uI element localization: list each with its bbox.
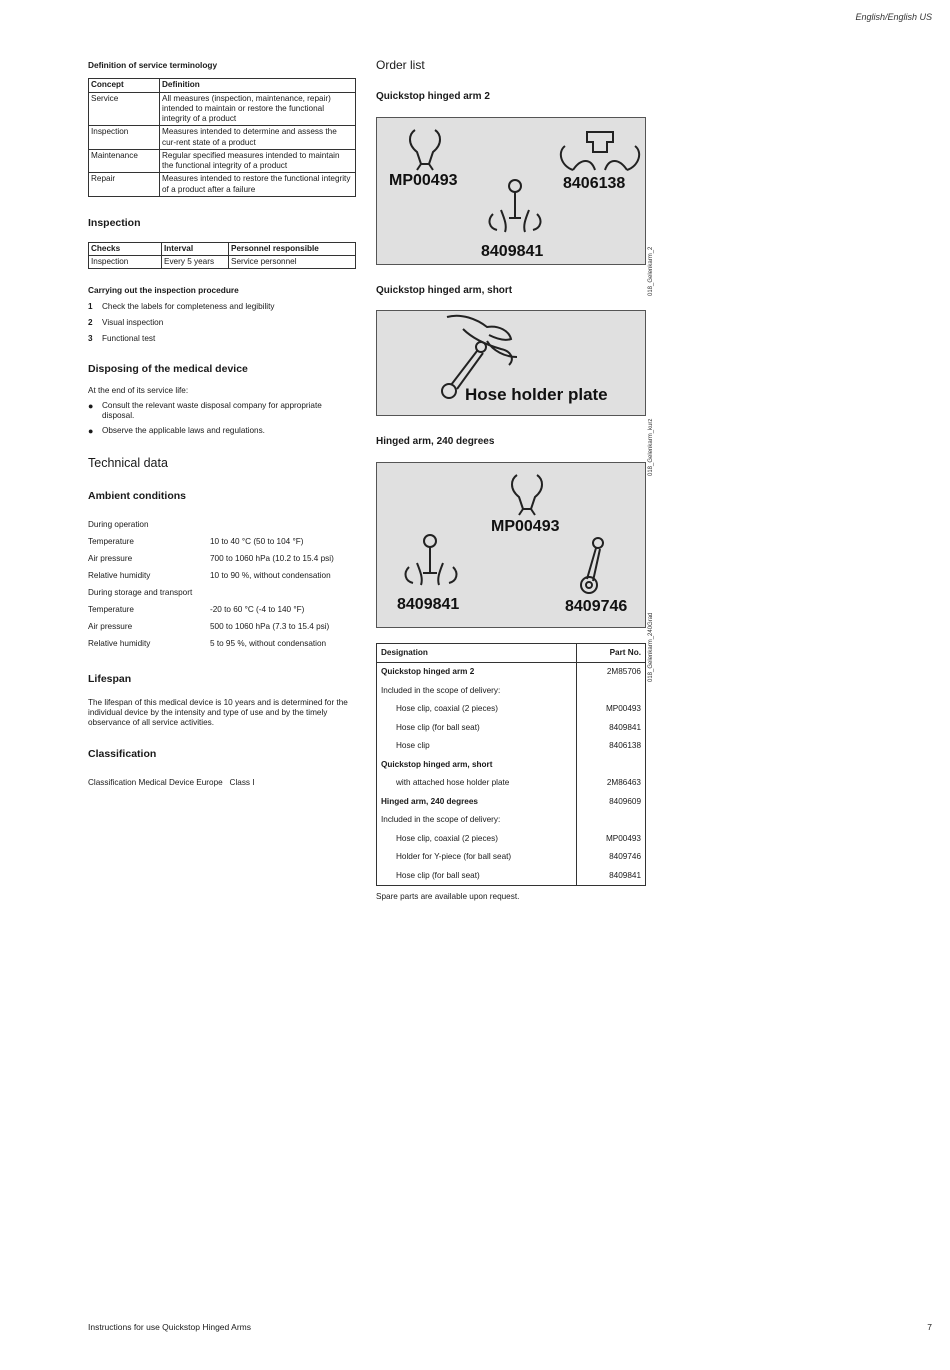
operation-label-text: During operation	[88, 520, 149, 530]
personnel-cell: Service personnel	[229, 256, 356, 269]
storage-label	[88, 588, 356, 605]
hinged-arm-short-figure	[376, 310, 646, 416]
part-code-label: 8409841	[397, 595, 460, 613]
lifespan-heading: Lifespan	[88, 673, 132, 686]
interval-cell: Every 5 years	[162, 256, 229, 269]
fig1-side-label: 018_Gelenkarm_2	[648, 246, 654, 296]
table-row	[377, 756, 645, 775]
step-text: Check the labels for completeness and legibility	[102, 301, 275, 311]
designation-cell: Quickstop hinged arm, short	[381, 759, 493, 769]
inspection-table	[88, 242, 356, 270]
concept-cell: Maintenance	[89, 149, 160, 173]
lifespan-text: The lifespan of this medical device is 10 years and is determined for the individual device by the intensity and type of use and by the timely observance of all service activities.	[88, 697, 348, 728]
definition-cell: Measures intended to restore the functional integrity of a product after a failure	[160, 173, 356, 197]
part-no-cell: 8409841	[577, 719, 646, 738]
list-item	[88, 426, 356, 436]
part-no-header: Part No.	[577, 644, 646, 663]
table-row	[377, 830, 645, 849]
part-code-label: 8409841	[481, 242, 544, 260]
condition-value: 5 to 95 %, without condensation	[210, 639, 327, 649]
part-no-cell: 2M85706	[577, 663, 646, 682]
designation-cell: Included in the scope of delivery:	[381, 815, 501, 825]
part-no-cell: MP00493	[577, 700, 646, 719]
designation-cell: Hinged arm, 240 degrees	[381, 796, 478, 806]
table-row	[88, 622, 356, 639]
designation-cell: Hose clip, coaxial (2 pieces)	[396, 704, 498, 714]
definition-header: Definition	[160, 79, 356, 92]
table-row	[89, 92, 356, 126]
storage-label-text: During storage and transport	[88, 588, 193, 598]
procedure-steps	[88, 302, 356, 345]
parts-table	[377, 644, 645, 886]
list-item	[88, 302, 356, 312]
definition-cell: All measures (inspection, maintenance, repair) intended to maintain or restore the functional integrity of a product	[160, 92, 356, 126]
left-column	[88, 60, 356, 789]
part-code-label: MP00493	[491, 517, 560, 535]
condition-name: Relative humidity	[88, 571, 151, 581]
technical-data-heading: Technical data	[88, 455, 168, 470]
order-list-heading: Order list	[376, 58, 425, 72]
table-row	[377, 867, 645, 886]
table-row	[377, 700, 645, 719]
table-row	[89, 256, 356, 269]
designation-cell: Hose clip (for ball seat)	[396, 722, 480, 732]
inspection-heading: Inspection	[88, 216, 141, 229]
table-row	[377, 848, 645, 867]
concept-cell: Repair	[89, 173, 160, 197]
footer-title: Instructions for use Quickstop Hinged Arms	[88, 1322, 251, 1332]
table-row	[88, 554, 356, 571]
service-terminology-heading: Definition of service terminology	[88, 60, 218, 70]
fig2-heading: Quickstop hinged arm, short	[376, 284, 513, 296]
hinged-arm-2-figure	[376, 117, 646, 265]
table-row	[89, 149, 356, 173]
definition-cell: Measures intended to determine and assess the cur-rent state of a product	[160, 126, 356, 150]
designation-cell: Holder for Y-piece (for ball seat)	[396, 852, 512, 862]
table-row	[377, 774, 645, 793]
bullet-icon: ●	[88, 426, 94, 437]
personnel-header: Personnel responsible	[229, 242, 356, 255]
designation-cell: Included in the scope of delivery:	[381, 685, 501, 695]
disposal-intro: At the end of its service life:	[88, 385, 189, 395]
step-number: 2	[88, 318, 93, 328]
table-row	[377, 811, 645, 830]
disposal-bullets	[88, 401, 356, 437]
condition-value: -20 to 60 °C (-4 to 140 °F)	[210, 605, 305, 615]
part-no-cell: 8406138	[577, 737, 646, 756]
designation-cell: Hose clip	[396, 741, 430, 751]
condition-value: 10 to 40 °C (50 to 104 °F)	[210, 537, 304, 547]
condition-value: 500 to 1060 hPa (7.3 to 15.4 psi)	[210, 622, 330, 632]
concept-cell: Inspection	[89, 126, 160, 150]
designation-header: Designation	[377, 644, 577, 663]
table-row	[89, 126, 356, 150]
designation-cell: Hose clip, coaxial (2 pieces)	[396, 833, 498, 843]
fig3-side-label: 018_Gelenkarm_240Grad	[648, 612, 654, 682]
step-number: 3	[88, 334, 93, 344]
table-row	[377, 793, 645, 812]
part-no-cell	[577, 756, 646, 775]
list-item	[88, 318, 356, 328]
part-code-label: 8406138	[563, 174, 626, 192]
condition-name: Temperature	[88, 605, 134, 615]
classification-row	[88, 778, 356, 788]
part-code-label: MP00493	[389, 171, 458, 189]
procedure-heading: Carrying out the inspection procedure	[88, 285, 239, 296]
classification-value: Class I	[229, 778, 255, 788]
spare-parts-note: Spare parts are available upon request.	[376, 892, 520, 901]
step-number: 1	[88, 301, 93, 311]
parts-table-wrapper	[376, 643, 646, 887]
part-no-cell: 8409841	[577, 867, 646, 886]
disposal-heading: Disposing of the medical device	[88, 362, 248, 375]
part-no-cell: 8409746	[577, 848, 646, 867]
concept-cell: Service	[89, 92, 160, 126]
list-item	[88, 401, 356, 422]
checks-cell: Inspection	[89, 256, 162, 269]
checks-header: Checks	[89, 242, 162, 255]
language-label: English/English US	[855, 12, 932, 22]
table-row	[89, 173, 356, 197]
hinged-arm-240-figure	[376, 462, 646, 628]
operation-label	[88, 520, 356, 537]
condition-name: Air pressure	[88, 554, 133, 564]
table-row	[377, 719, 645, 738]
table-row	[88, 571, 356, 588]
page-number: 7	[927, 1322, 932, 1332]
classification-heading: Classification	[88, 748, 157, 761]
table-row	[88, 537, 356, 554]
condition-name: Relative humidity	[88, 639, 151, 649]
fig3-heading: Hinged arm, 240 degrees	[376, 436, 495, 447]
interval-header: Interval	[162, 242, 229, 255]
designation-cell: with attached hose holder plate	[396, 778, 510, 788]
step-text: Functional test	[102, 334, 156, 344]
table-row	[88, 639, 356, 656]
ambient-heading: Ambient conditions	[88, 490, 186, 503]
part-no-cell: 2M86463	[577, 774, 646, 793]
fig1-heading: Quickstop hinged arm 2	[376, 91, 490, 102]
condition-name: Air pressure	[88, 622, 133, 632]
part-code-label: 8409746	[565, 597, 628, 615]
table-row	[377, 663, 645, 682]
part-no-cell: 8409609	[577, 793, 646, 812]
condition-value: 700 to 1060 hPa (10.2 to 15.4 psi)	[210, 554, 334, 564]
part-no-cell	[577, 811, 646, 830]
classification-label: Classification Medical Device Europe	[88, 778, 223, 788]
condition-value: 10 to 90 %, without condensation	[210, 571, 331, 581]
bullet-text: Consult the relevant waste disposal company for appropriate disposal.	[101, 400, 322, 421]
designation-cell: Hose clip (for ball seat)	[396, 870, 480, 880]
list-item	[88, 334, 356, 344]
condition-name: Temperature	[88, 537, 134, 547]
part-no-cell: MP00493	[577, 830, 646, 849]
designation-cell: Quickstop hinged arm 2	[381, 667, 475, 677]
bullet-icon: ●	[88, 400, 94, 411]
concept-header: Concept	[89, 79, 160, 92]
hose-holder-label: Hose holder plate	[465, 385, 608, 404]
step-text: Visual inspection	[102, 318, 164, 328]
right-column	[376, 58, 654, 902]
table-row	[377, 682, 645, 701]
service-terminology-table	[88, 78, 356, 197]
part-no-cell	[577, 682, 646, 701]
table-row	[377, 737, 645, 756]
fig2-side-label: 018_Gelenkarm_kurz	[648, 418, 654, 476]
bullet-text: Observe the applicable laws and regulations.	[102, 426, 265, 436]
definition-cell: Regular specified measures intended to maintain the functional integrity of a product	[160, 149, 356, 173]
table-row	[88, 605, 356, 622]
